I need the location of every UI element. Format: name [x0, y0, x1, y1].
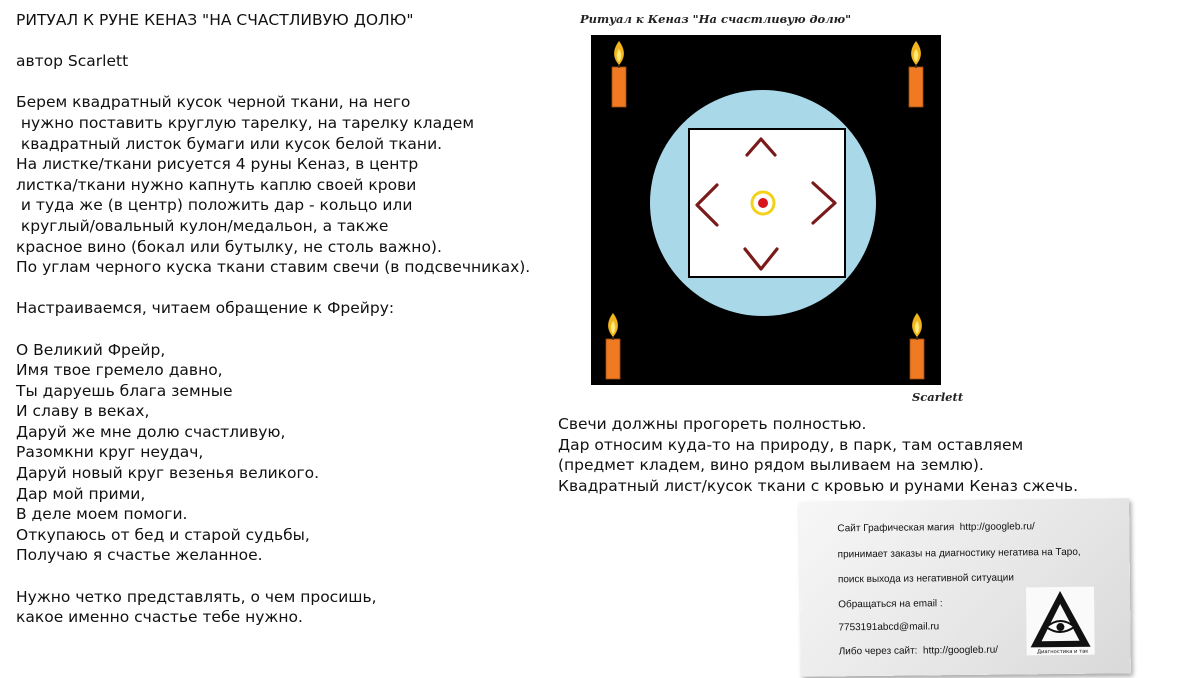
instruction-line: Берем квадратный кусок черной ткани, на него [16, 93, 411, 112]
after-ritual-text [558, 414, 1188, 496]
prayer-line: В деле моем помоги. [16, 505, 188, 524]
instruction-line: круглый/овальный кулон/медальон, а также [16, 216, 389, 235]
prayer-line: Ты даруешь блага земные [16, 381, 233, 400]
instruction-line: На листке/ткани рисуется 4 руны Кеназ, в центр [16, 155, 419, 174]
eye-triangle-logo [1026, 587, 1095, 656]
instruction-line: красное вино (бокал или бутылку, не столь важно). [16, 237, 442, 256]
note-line: поиск выхода из негативной ситуации [837, 572, 1014, 586]
author-line: автор Scarlett [16, 52, 129, 71]
candle-body [606, 339, 620, 379]
note-line: Обращаться на email : [838, 598, 943, 611]
prayer-line: Получаю я счастье желанное. [16, 546, 263, 565]
instruction-line: По углам черного куска ткани ставим свечи (в подсвечниках). [16, 258, 531, 277]
contact-note [799, 498, 1131, 676]
candle-body [909, 67, 923, 107]
ritual-text [16, 10, 576, 628]
closing-line: Нужно четко представлять, о чем просишь, [16, 587, 377, 606]
instruction-line: нужно поставить круглую тарелку, на тарелку кладем [16, 113, 475, 132]
diagram-author: Scarlett [912, 390, 964, 404]
logo-triangle [1030, 591, 1091, 648]
note-line: Либо через сайт: http://googleb.ru/ [838, 644, 999, 658]
diagram-caption: Ритуал к Кеназ "На счастливую долю" [580, 12, 852, 26]
ritual-diagram [591, 35, 941, 385]
instruction-line: листка/ткани нужно капнуть каплю своей крови [16, 175, 417, 194]
after-line: Свечи должны прогореть полностью. [558, 415, 867, 433]
after-line: Квадратный лист/кусок ткани с кровью и рунами Кеназ сжечь. [558, 476, 1078, 495]
note-email[interactable]: 7753191abcd@mail.ru [838, 621, 940, 634]
prayer-line: Откупаюсь от бед и старой судьбы, [16, 525, 310, 544]
prayer-line: И славу в веках, [16, 402, 150, 421]
prayer-line: Разомкни круг неудач, [16, 443, 204, 462]
instruction-line: и туда же (в центр) положить дар - кольцо или [16, 196, 413, 215]
after-line: (предмет кладем, вино рядом выливаем на землю). [558, 456, 984, 475]
note-line: Сайт Графическая магия http://googleb.ru/ [837, 521, 1035, 535]
prayer-line: Даруй же мне долю счастливую, [16, 422, 286, 441]
candle-body [910, 339, 924, 379]
blood-drop [758, 198, 768, 208]
prayer-line: Дар мой прими, [16, 484, 146, 503]
ritual-title: РИТУАЛ К РУНЕ КЕНАЗ "НА СЧАСТЛИВУЮ ДОЛЮ" [16, 11, 414, 29]
note-line: принимает заказы на диагностику негатива на Таро, [837, 546, 1081, 561]
closing-line: какое именно счастье тебе нужно. [16, 608, 303, 627]
instruction-line: квадратный листок бумаги или кусок белой ткани. [16, 134, 443, 153]
candle-body [612, 67, 626, 107]
prayer-intro: Настраиваемся, читаем обращение к Фрейру: [16, 299, 395, 318]
prayer-line: Даруй новый круг везенья великого. [16, 464, 320, 483]
prayer-line: О Великий Фрейр, [16, 340, 166, 359]
prayer-line: Имя твое гремело давно, [16, 361, 223, 380]
logo-text: Диагностика и так [1036, 648, 1089, 656]
after-line: Дар относим куда-то на природу, в парк, там оставляем [558, 435, 1024, 454]
